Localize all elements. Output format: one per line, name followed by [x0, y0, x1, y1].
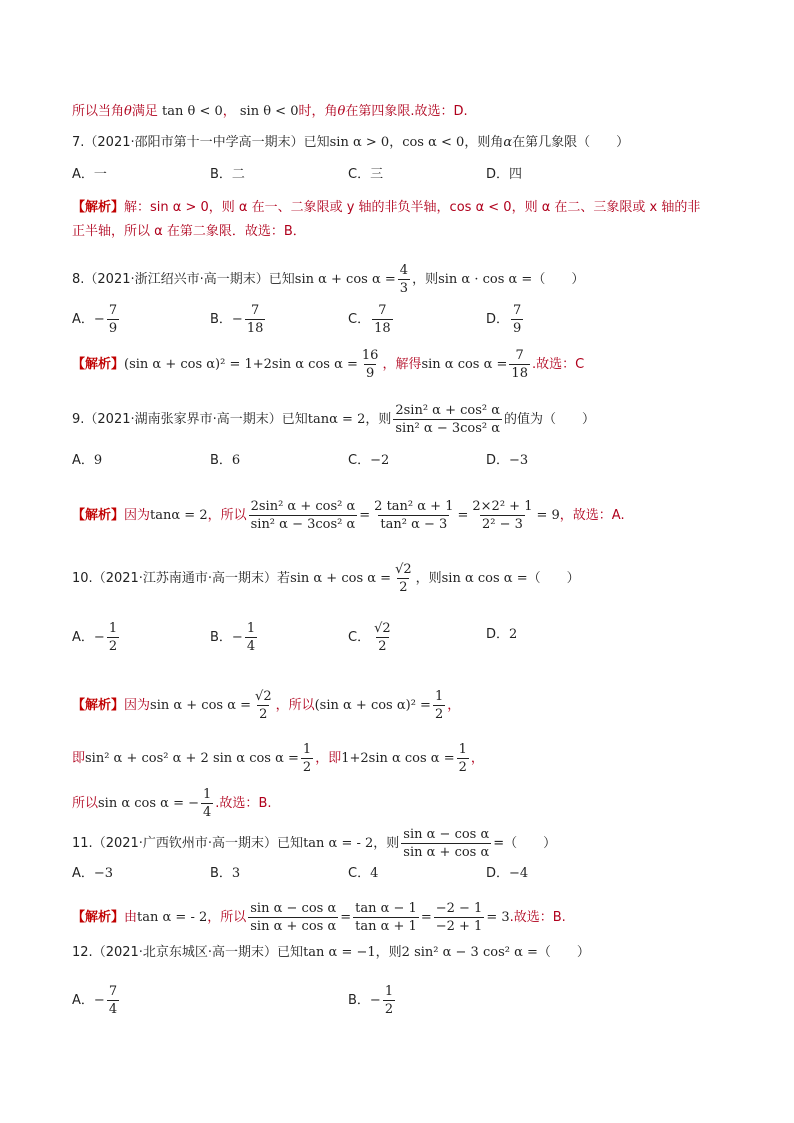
numerator: 1: [434, 689, 444, 704]
solution-fraction: [470, 498, 534, 533]
q10-solution-end: [72, 786, 272, 821]
option-value: 3: [231, 866, 241, 881]
numerator: 2sin² α + cos² α: [395, 403, 501, 418]
numerator: 2 tan² α + 1: [374, 499, 454, 514]
q9-option-c: [348, 451, 389, 471]
q11-option-c: [348, 864, 378, 884]
solution-fraction: [253, 688, 274, 723]
q12-text: 已知: [277, 945, 304, 960]
option-fraction: [245, 302, 266, 337]
option-label: C．: [348, 453, 371, 468]
solution-fraction: [249, 498, 358, 533]
q7-option-d: [486, 165, 522, 185]
solution-text: 正半轴，所以 α 在第二象限．故选：: [72, 224, 284, 239]
solution-tag: 【解析】: [72, 357, 125, 372]
q8-text: （ ）: [532, 272, 585, 287]
q11-fraction: [401, 826, 491, 861]
q10-text: 若: [277, 571, 291, 586]
option-label: A．: [72, 167, 94, 182]
option-value: −2: [370, 453, 390, 468]
denominator: 2: [259, 707, 268, 722]
numerator: 1: [246, 621, 256, 636]
denominator: 9: [366, 366, 375, 381]
solution-tag: 【解析】: [72, 910, 125, 925]
option-value: 三: [370, 167, 384, 182]
q8-text: 已知: [268, 272, 295, 287]
solution-text: ，所以: [275, 698, 315, 713]
q11-text: =（ ）: [493, 836, 557, 851]
q10-solution-cont: [72, 741, 484, 776]
numerator: sin α − cos α: [403, 827, 490, 842]
solution-fraction: [457, 741, 469, 776]
solution-text: .故选：: [509, 910, 553, 925]
q8-option-c: [348, 302, 395, 337]
question-number: 12.: [72, 945, 93, 960]
numerator: 16: [361, 348, 379, 363]
option-label: B．: [210, 866, 232, 881]
q10-option-c: [348, 620, 395, 655]
numerator: 7: [108, 303, 118, 318]
numerator: 7: [515, 348, 524, 363]
denominator: 9: [513, 321, 522, 336]
q7-alpha: α: [503, 135, 513, 150]
numerator: 1: [302, 742, 312, 757]
q9-text: 已知: [281, 412, 308, 427]
q6-theta: θ: [337, 104, 346, 119]
numerator: 1: [108, 621, 118, 636]
solution-text: .故选：: [531, 357, 576, 372]
solution-fraction: [248, 900, 338, 935]
option-label: D．: [486, 866, 510, 881]
q10-option-a: [72, 620, 121, 655]
option-sign: −: [369, 993, 381, 1008]
solution-expression: = 3: [486, 910, 510, 925]
option-fraction: [383, 983, 395, 1018]
option-fraction: [107, 302, 119, 337]
denominator: tan α + 1: [355, 919, 417, 934]
solution-fraction: [509, 347, 530, 382]
q9-condition: tanα = 2: [307, 412, 366, 427]
q7-stem: 7.（2021·邵阳市第十一中学高一期末）已知sin α > 0，cos α < 0，则角α在第几象限（ ）: [72, 135, 630, 150]
q6-condition: sin θ < 0: [239, 104, 299, 119]
denominator: 2: [458, 760, 467, 775]
option-label: A．: [72, 453, 94, 468]
solution-expression: (sin α + cos α)² =: [314, 698, 431, 713]
question-number: 10.: [72, 571, 93, 586]
solution-tag: 【解析】: [72, 698, 125, 713]
numerator: 7: [108, 984, 118, 999]
numerator: 1: [384, 984, 394, 999]
solution-expression: tanα = 2: [150, 508, 208, 523]
q7-text: 在第几象限（ ）: [512, 135, 630, 150]
question-source: （2021·邵阳市第十一中学高一期末）: [84, 135, 304, 150]
option-value: 2: [509, 627, 518, 642]
denominator: 18: [511, 366, 528, 381]
denominator: sin α + cos α: [250, 919, 337, 934]
solution-expression: sin α cos α =: [421, 357, 508, 372]
option-value: 二: [231, 167, 245, 182]
q11-text: 已知: [277, 836, 304, 851]
q12-expression: 2 sin² α − 3 cos² α =: [401, 945, 538, 960]
option-label: D．: [486, 167, 510, 182]
q7-solution: [72, 198, 700, 218]
solution-text: ，: [470, 751, 484, 766]
denominator: 4: [108, 1002, 118, 1017]
option-sign: −: [93, 312, 105, 327]
solution-expression: tan α = - 2: [137, 910, 208, 925]
numerator: 2sin² α + cos² α: [250, 499, 356, 514]
q8-solution: [72, 347, 584, 382]
q6-text: 在第四象限.故选：: [345, 104, 454, 119]
q6-text: 时，角: [298, 104, 338, 119]
question-source: （2021·湖南张家界市·高一期末）: [84, 412, 282, 427]
q8-option-a: [72, 302, 121, 337]
q7-text: ，则角: [464, 135, 504, 150]
option-fraction: [372, 620, 393, 655]
option-label: D．: [486, 453, 510, 468]
q10-solution: [72, 688, 460, 723]
numerator: 7: [378, 303, 387, 318]
question-source: （2021·广西钦州市·高一期末）: [92, 836, 278, 851]
denominator: 4: [246, 639, 256, 654]
q9-stem: [72, 402, 595, 437]
option-label: B．: [348, 993, 370, 1008]
numerator: tan α − 1: [355, 901, 417, 916]
option-label: A．: [72, 993, 94, 1008]
q6-sep: ，: [222, 104, 236, 119]
option-label: A．: [72, 630, 94, 645]
q8-expression: sin α + cos α =: [294, 272, 396, 287]
denominator: 2: [434, 707, 444, 722]
option-value: 4: [370, 866, 379, 881]
option-label: C．: [348, 167, 371, 182]
q7-option-b: [210, 165, 245, 185]
solution-fraction: [372, 498, 455, 533]
q11-option-b: [210, 864, 240, 884]
question-source: （2021·浙江绍兴市·高一期末）: [84, 272, 269, 287]
q11-stem: [72, 826, 556, 861]
q11-option-d: [486, 864, 528, 884]
q10-fraction: [393, 561, 414, 596]
option-label: B．: [210, 312, 232, 327]
q12-option-a: [72, 983, 121, 1018]
option-sign: −: [93, 993, 105, 1008]
q6-answer: D.: [453, 104, 468, 119]
q10-expression: sin α cos α =: [441, 571, 528, 586]
q10-option-b: [210, 620, 259, 655]
solution-answer: C: [575, 357, 585, 372]
numerator: 2×2² + 1: [472, 499, 533, 514]
solution-text: 所以: [72, 796, 99, 811]
solution-fraction: [201, 786, 213, 821]
denominator: 2: [302, 760, 312, 775]
q8-expression: sin α · cos α =: [438, 272, 533, 287]
q9-option-a: [72, 451, 102, 471]
q12-option-b: [348, 983, 397, 1018]
q8-option-d: [486, 302, 525, 337]
solution-tag: 【解析】: [72, 200, 125, 215]
option-sign: −: [231, 312, 243, 327]
option-label: B．: [210, 453, 232, 468]
q9-fraction: [393, 402, 502, 437]
option-sign: −: [231, 630, 243, 645]
numerator: √2: [374, 621, 391, 636]
denominator: 2: [108, 639, 118, 654]
q7-option-a: [72, 165, 107, 185]
denominator: tan² α − 3: [380, 517, 448, 532]
numerator: −2 − 1: [435, 901, 483, 916]
q6-text: 满足: [131, 104, 158, 119]
q12-text: （ ）: [537, 945, 590, 960]
numerator: √2: [255, 689, 272, 704]
solution-expression: 1+2sin α cos α =: [341, 751, 455, 766]
option-fraction: [107, 620, 119, 655]
solution-answer: B.: [552, 910, 566, 925]
solution-expression: (sin α + cos α)² = 1+2sin α cos α =: [124, 357, 358, 372]
denominator: −2 + 1: [435, 919, 483, 934]
option-label: C．: [348, 630, 371, 645]
solution-text: ，所以: [207, 910, 247, 925]
question-number: 7.: [72, 135, 85, 150]
option-fraction: [107, 983, 119, 1018]
q12-stem: [72, 943, 590, 963]
q11-option-a: [72, 864, 113, 884]
solution-text: 因为: [124, 508, 151, 523]
option-sign: −: [93, 630, 105, 645]
q6-text: 所以当角: [72, 104, 125, 119]
q7-condition: cos α < 0: [402, 135, 465, 150]
solution-text: ，故选：: [559, 508, 612, 523]
solution-text: .故选：: [215, 796, 259, 811]
option-label: B．: [210, 630, 232, 645]
q7-condition: sin α > 0: [329, 135, 390, 150]
option-value: −3: [509, 453, 529, 468]
q10-text: ，则: [415, 571, 442, 586]
q12-text: ，则: [375, 945, 402, 960]
denominator: 18: [374, 321, 391, 336]
solution-text: ，所以: [207, 508, 247, 523]
q6-theta: θ: [124, 104, 132, 119]
q10-option-d: [486, 625, 517, 645]
numerator: 1: [458, 742, 467, 757]
q9-text: 的值为（ ）: [504, 412, 596, 427]
q10-stem: [72, 561, 580, 596]
solution-fraction: [433, 688, 445, 723]
option-value: 9: [93, 453, 103, 468]
denominator: 2: [384, 1002, 394, 1017]
q12-condition: tan α = −1: [303, 945, 376, 960]
q11-text: ，则: [373, 836, 400, 851]
question-source: （2021·江苏南通市·高一期末）: [92, 571, 278, 586]
solution-text: 因为: [124, 698, 151, 713]
denominator: 3: [399, 281, 409, 296]
option-label: A．: [72, 866, 94, 881]
solution-text: ，解得: [382, 357, 422, 372]
denominator: sin² α − 3cos² α: [250, 517, 356, 532]
option-label: A．: [72, 312, 94, 327]
solution-text: 即: [72, 751, 86, 766]
option-value: −4: [509, 866, 529, 881]
q8-stem: [72, 262, 584, 297]
q6-condition: tan θ < 0: [162, 104, 223, 119]
question-number: 9.: [72, 412, 85, 427]
q8-text: ，则: [412, 272, 439, 287]
solution-expression: sin α cos α = −: [98, 796, 200, 811]
solution-text: ，: [447, 698, 461, 713]
q6-conclusion: [72, 102, 468, 122]
denominator: 18: [246, 321, 264, 336]
question-number: 11.: [72, 836, 93, 851]
numerator: 1: [203, 787, 212, 802]
q7-option-c: [348, 165, 383, 185]
solution-answer: B.: [258, 796, 272, 811]
denominator: 4: [203, 805, 212, 820]
option-label: C．: [348, 866, 371, 881]
option-value: −3: [93, 866, 114, 881]
solution-fraction: [353, 900, 419, 935]
q9-text: ，则: [365, 412, 392, 427]
q9-option-b: [210, 451, 240, 471]
denominator: sin² α − 3cos² α: [395, 421, 501, 436]
option-label: D．: [486, 627, 510, 642]
solution-expression: = 9: [536, 508, 560, 523]
solution-answer: B．: [283, 224, 306, 239]
numerator: 7: [250, 303, 260, 318]
question-number: 8.: [72, 272, 85, 287]
q11-condition: tan α = - 2: [303, 836, 374, 851]
solution-expression: sin α + cos α =: [150, 698, 252, 713]
denominator: 9: [108, 321, 118, 336]
q10-expression: sin α + cos α =: [290, 571, 392, 586]
option-label: D．: [486, 312, 510, 327]
solution-answer: A.: [611, 508, 625, 523]
q9-option-d: [486, 451, 528, 471]
option-fraction: [372, 302, 393, 337]
solution-text: 解：sin α > 0，则 α 在一、二象限或 y 轴的非负半轴，cos α < 0，则 α 在二、三象限或 x 轴的非: [124, 200, 701, 215]
option-fraction: [245, 620, 257, 655]
denominator: 2: [399, 580, 408, 595]
q8-option-b: [210, 302, 267, 337]
numerator: 4: [399, 263, 409, 278]
q9-solution: 【解析】因为tanα = 2，所以 $\frac{\text{2sin² α + cos² α}}{\text{sin² α − 3cos² α}}$ = $\frac{\text{2 tan² α + 1}}{\text{tan² α − 3}}$ = $\frac{\text{2×2² + 1}}{\text{2² − 3}}$ = 9，故选：A.: [72, 499, 625, 532]
solution-fraction: [434, 900, 485, 935]
option-fraction: [511, 302, 523, 337]
q10-text: （ ）: [527, 571, 580, 586]
solution-fraction: [360, 347, 381, 382]
q7-text: 已知: [303, 135, 330, 150]
solution-tag: 【解析】: [72, 508, 125, 523]
option-value: 四: [509, 167, 523, 182]
numerator: sin α − cos α: [250, 901, 337, 916]
numerator: 7: [513, 303, 522, 318]
q11-solution: 【解析】由tan α = - 2，所以 $\frac{\text{sin α − cos α}}{\text{sin α + cos α}}$ = $\frac{\text{tan α − 1}}{\text{tan α + 1}}$ = $\frac{-2 - 1}{-2 + 1}$ = 3.故选：B.: [72, 901, 566, 934]
option-value: 6: [231, 453, 241, 468]
denominator: 2² − 3: [481, 517, 523, 532]
option-value: 一: [93, 167, 107, 182]
solution-expression: sin² α + cos² α + 2 sin α cos α =: [85, 751, 299, 766]
numerator: √2: [395, 562, 412, 577]
denominator: sin α + cos α: [403, 845, 490, 860]
denominator: 2: [378, 639, 387, 654]
solution-text: 由: [124, 910, 138, 925]
option-label: C．: [348, 312, 371, 327]
q8-fraction: [398, 262, 410, 297]
solution-text: ，即: [315, 751, 342, 766]
question-source: （2021·北京东城区·高一期末）: [92, 945, 278, 960]
option-label: B．: [210, 167, 232, 182]
solution-fraction: [301, 741, 313, 776]
q7-solution-cont: [72, 222, 306, 242]
